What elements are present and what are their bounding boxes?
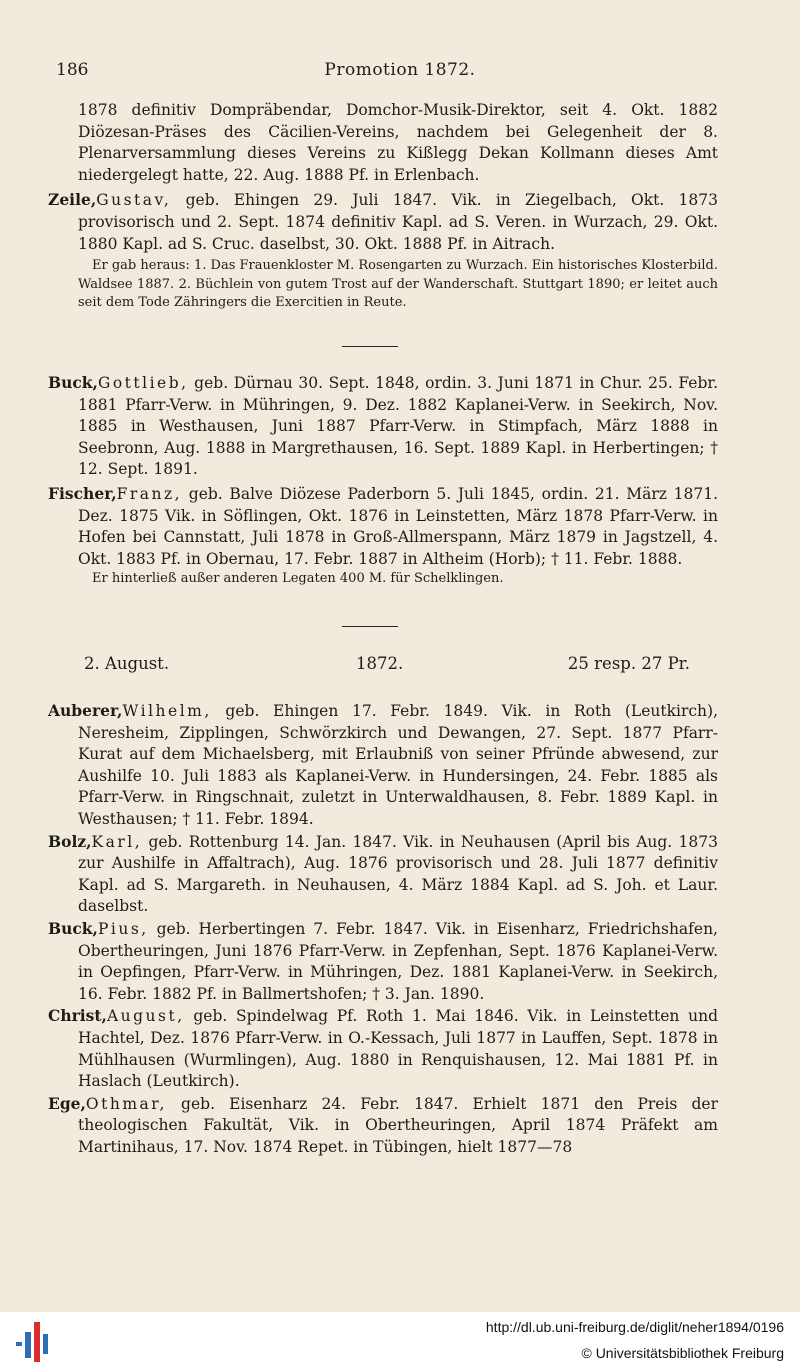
entry-note: Er gab heraus: 1. Das Frauenkloster M. Rosengarten zu Wurzach. Ein historisches Klosterbild. Waldsee 1887. 2. Büchlein von gutem Trost auf der Wanderschaft. Stuttgart 1890; er leitet auch seit dem Tode Zähringers die Exercitien in Reute. <box>78 258 718 311</box>
page-number: 186 <box>56 60 89 80</box>
entry-surname: Christ, <box>48 1006 107 1026</box>
entry-bolz <box>48 831 718 918</box>
promotion-dateline <box>84 654 690 680</box>
page-header <box>48 60 752 88</box>
entry-given-name: Gustav, <box>96 191 172 210</box>
university-logo-icon <box>16 1320 48 1364</box>
section-divider <box>342 626 398 627</box>
entry-buck-pius <box>48 918 718 1005</box>
copyright-notice: © Universitätsbibliothek Freiburg <box>581 1345 784 1361</box>
permalink-url[interactable]: http://dl.ub.uni-freiburg.de/diglit/neher1894/0196 <box>485 1319 784 1335</box>
entry-zeile <box>48 189 718 255</box>
entry-given-name: Karl, <box>91 832 143 851</box>
section-divider <box>342 346 398 347</box>
promotion-date: 2. August. <box>84 654 170 673</box>
entry-text: geb. Ehingen 29. Juli 1847. Vik. in Ziegelbach, Okt. 1873 provisorisch und 2. Sept. 1874 definitiv Kapl. ad S. Veren. in Wurzach, 29. Okt. 1880 Kapl. ad S. Cruc. daselbst, 30. Okt. 1888 Pf. in Aitrach. <box>78 191 718 253</box>
entry-given-name: Franz, <box>116 484 183 503</box>
entry-buck-gottlieb <box>48 372 718 481</box>
entry-text: geb. Rottenburg 14. Jan. 1847. Vik. in Neuhausen (April bis Aug. 1873 zur Aushilfe in Affaltrach), Aug. 1876 provisorisch und 28. Juli 1877 definitiv Kapl. ad S. Margareth. in Neuhausen, 4. März 1884 Kapl. ad S. Joh. et Laur. daselbst. <box>78 832 718 916</box>
entry-text: geb. Spindelwag Pf. Roth 1. Mai 1846. Vik. in Leinstetten und Hachtel, Dez. 1876 Pfarr-Verw. in O.-Kessach, Juli 1877 in Lauffen, Sept. 1878 in Mühlhausen (Wurmlingen), Aug. 1880 in Renquishausen, 12. Mai 1881 Pf. in Haslach (Leutkirch). <box>78 1007 718 1091</box>
entry-given-name: August, <box>106 1007 185 1026</box>
entry-fischer <box>48 483 718 570</box>
promotion-count: 25 resp. 27 Pr. <box>567 654 690 673</box>
viewer-footer <box>0 1312 800 1369</box>
entry-given-name: Wilhelm, <box>122 702 212 720</box>
entry-surname: Ege, <box>48 1093 86 1113</box>
entry-ege <box>48 1093 718 1159</box>
entry-text: geb. Herbertingen 7. Febr. 1847. Vik. in Eisenharz, Friedrichshafen, Obertheuringen, Juni 1876 Pfarr-Verw. in Zepfenhan, Sept. 1876 Kaplanei-Verw. in Oepfingen, Pfarr-Verw. in Mühringen, Dez. 1881 Kaplanei-Verw. in Seekirch, 16. Febr. 1882 Pf. in Ballmertshofen; † 3. Jan. 1890. <box>78 919 718 1003</box>
entry-note: Er hinterließ außer anderen Legaten 400 M. für Schelklingen. <box>92 571 504 587</box>
entry-surname: Buck, <box>48 918 98 938</box>
entry-surname: Zeile, <box>48 190 97 210</box>
entry-surname: Buck, <box>48 373 98 392</box>
entry-text: geb. Dürnau 30. Sept. 1848, ordin. 3. Juni 1871 in Chur. 25. Febr. 1881 Pfarr-Verw. in Mühringen, 9. Dez. 1882 Kaplanei-Verw. in Seekirch, Nov. 1885 in Westhausen, Juni 1887 Pfarr-Verw. in Stimpfach, März 1888 in Seebronn, Aug. 1888 in Margrethausen, 16. Sept. 1889 Kapl. in Herbertingen; † 12. Sept. 1891. <box>78 374 718 479</box>
entry-given-name: Pius, <box>97 919 149 938</box>
running-title: Promotion 1872. <box>324 60 476 80</box>
promotion-year: 1872. <box>356 654 404 673</box>
entry-surname: Bolz, <box>48 831 92 851</box>
entry-text: geb. Ehingen 17. Febr. 1849. Vik. in Roth (Leutkirch), Neresheim, Zipplingen, Schwörzkirch und Dewangen, 27. Sept. 1877 Pfarr-Kurat auf dem Michaelsberg, mit Erlaubniß von seiner Pfründe abwesend, zur Aushilfe 10. Juli 1883 als Kaplanei-Verw. in Hundersingen, 24. Febr. 1885 als Pfarr-Verw. in Ringschnait, zuletzt in Unterwaldhausen, 8. Febr. 1889 Kapl. in Westhausen; † 11. Febr. 1894. <box>78 702 718 828</box>
text-block-top <box>48 100 718 313</box>
entry-given-name: Gottlieb, <box>97 374 189 392</box>
text-block-middle <box>48 372 718 589</box>
entry-text: geb. Balve Diözese Paderborn 5. Juli 1845, ordin. 21. März 1871. Dez. 1875 Vik. in Söflingen, Okt. 1876 in Leinstetten, März 1878 Pfarr-Verw. in Hofen bei Cannstatt, Juli 1878 in Groß-Allmerspann, März 1879 in Jagstzell, 4. Okt. 1883 Pf. in Obernau, 17. Febr. 1887 in Altheim (Horb); † 11. Febr. 1888. <box>78 484 718 568</box>
entry-auberer <box>48 700 718 831</box>
entry-christ <box>48 1005 718 1092</box>
continuation-paragraph: 1878 definitiv Dompräbendar, Domchor-Musik-Direktor, seit 4. Okt. 1882 Diözesan-Präses des Cäcilien-Vereins, nachdem bei Gelegenheit der 8. Plenarversammlung dieses Vereins zu Kißlegg Dekan Kollmann dieses Amt niedergelegt hatte, 22. Aug. 1888 Pf. in Erlenbach. <box>78 101 718 184</box>
entry-text: geb. Eisenharz 24. Febr. 1847. Erhielt 1871 den Preis der theologischen Fakultät, Vik. in Obertheuringen, April 1874 Präfekt am Martinihaus, 17. Nov. 1874 Repet. in Tübingen, hielt 1877—78 <box>78 1094 718 1156</box>
entry-surname: Fischer, <box>48 483 117 503</box>
text-block-bottom <box>48 700 718 1158</box>
entry-surname: Auberer, <box>48 701 123 720</box>
entry-given-name: Othmar, <box>85 1094 167 1113</box>
